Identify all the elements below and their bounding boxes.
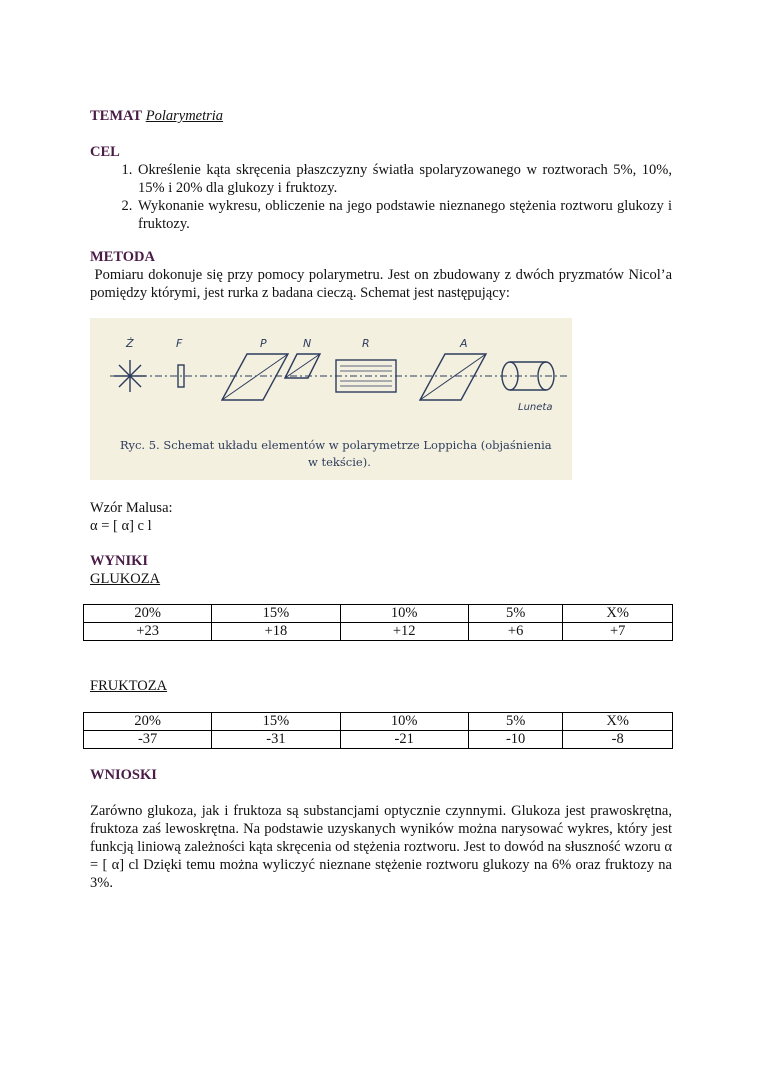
table-cell: 15% bbox=[212, 605, 340, 623]
malus-formula: α = [ α] c l bbox=[90, 518, 152, 534]
conclusions-heading-wrap bbox=[90, 766, 672, 784]
table-row bbox=[84, 731, 673, 749]
table-cell: +6 bbox=[468, 623, 563, 641]
table-cell: +23 bbox=[84, 623, 212, 641]
table-cell: 10% bbox=[340, 713, 468, 731]
label-a: A bbox=[460, 337, 468, 350]
topic-value: Polarymetria bbox=[145, 108, 224, 124]
table-cell: -21 bbox=[340, 731, 468, 749]
table-cell: X% bbox=[563, 605, 673, 623]
results-heading: WYNIKI bbox=[90, 553, 149, 569]
label-z: Ż bbox=[126, 337, 134, 350]
topic-label: TEMAT bbox=[90, 108, 143, 124]
goal-heading: CEL bbox=[90, 144, 120, 160]
table-cell: 20% bbox=[84, 713, 212, 731]
fructose-table bbox=[83, 712, 673, 749]
table-cell: +12 bbox=[340, 623, 468, 641]
method-section bbox=[90, 249, 676, 302]
method-text: Pomiaru dokonuje się przy pomocy polarymetru. Jest on zbudowany z dwóch pryzmatów Nicol’a pomiędzy którymi, jest rurka z badana cieczą. Schemat jest następujący: bbox=[90, 267, 676, 301]
goal-item: 1. Określenie kąta skręcenia płaszczyzny światła spolaryzowanego w roztworach 5%, 10%, 15% i 20% dla glukozy i fruktozy. bbox=[136, 161, 672, 197]
topic-line bbox=[90, 108, 672, 125]
malus-label: Wzór Malusa: bbox=[90, 500, 173, 516]
table-cell: X% bbox=[563, 713, 673, 731]
table-cell: +18 bbox=[212, 623, 340, 641]
table-row bbox=[84, 713, 673, 731]
goal-item: 2. Wykonanie wykresu, obliczenie na jego podstawie nieznanego stężenia roztworu glukozy i fruktozy. bbox=[136, 197, 672, 233]
conclusions-heading: WNIOSKI bbox=[90, 767, 157, 783]
table-cell: -8 bbox=[563, 731, 673, 749]
label-luneta: Luneta bbox=[518, 402, 553, 413]
table-row bbox=[84, 623, 673, 641]
glucose-label: GLUKOZA bbox=[90, 571, 161, 587]
table-cell: 15% bbox=[212, 713, 340, 731]
method-heading: METODA bbox=[90, 249, 155, 265]
table-cell: -10 bbox=[468, 731, 563, 749]
fructose-label: FRUKTOZA bbox=[90, 678, 168, 694]
table-cell: +7 bbox=[563, 623, 673, 641]
conclusions-text: Zarówno glukoza, jak i fruktoza są substancjami optycznie czynnymi. Glukoza jest prawoskrętna, fruktoza zaś lewoskrętna. Na podstawie uzyskanych wyników można narysować wykres, który jest funkcją liniową zależności kąta skręcenia od stężenia roztworu. Jest to dowód na słuszność wzoru α = [ α] cl Dzięki temu można wyliczyć nieznane stężenie roztworu glukozy na 6% oraz fruktozy na 3%. bbox=[90, 803, 672, 891]
results-section bbox=[90, 552, 672, 588]
label-n: N bbox=[303, 337, 312, 350]
table-cell: -37 bbox=[84, 731, 212, 749]
goal-section bbox=[90, 144, 672, 233]
figure-caption-line1: Ryc. 5. Schemat układu elementów w polarymetrze Loppicha (objaśnienia bbox=[120, 438, 552, 452]
label-r: R bbox=[362, 337, 370, 350]
malus-section bbox=[90, 499, 672, 535]
label-f: F bbox=[176, 337, 183, 350]
goal-list bbox=[90, 161, 672, 233]
table-cell: -31 bbox=[212, 731, 340, 749]
table-cell: 5% bbox=[468, 605, 563, 623]
table-cell: 5% bbox=[468, 713, 563, 731]
label-p: P bbox=[260, 337, 267, 350]
light-source-icon bbox=[114, 360, 146, 392]
polarimeter-diagram bbox=[90, 318, 572, 480]
table-row bbox=[84, 605, 673, 623]
table-cell: 20% bbox=[84, 605, 212, 623]
table-cell: 10% bbox=[340, 605, 468, 623]
glucose-table bbox=[83, 604, 673, 641]
figure-caption-line2: w tekście). bbox=[308, 455, 371, 469]
